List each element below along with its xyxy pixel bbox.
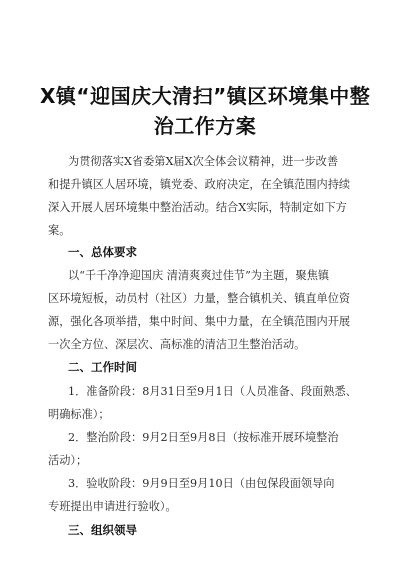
section-3-heading: 三、组织领导 (68, 523, 137, 537)
section-1-line-1: 以“千千净净迎国庆 清清爽爽过佳节”为主题，聚焦镇 (68, 269, 330, 282)
section-2-line-5: 3．验收阶段：9月9日至9月10日（由包保段面领导向 (68, 477, 335, 490)
section-1-line-2: 区环境短板，动员村（社区）力量，整合镇机关、镇直单位资 (48, 292, 351, 305)
intro-line-4: 案。 (48, 224, 71, 237)
intro-line-1: 为贯彻落实X省委第X届X次全体会议精神，进一步改善 (68, 155, 339, 168)
section-2-line-6: 专班提出申请进行验收）。 (48, 500, 177, 513)
document-title-line-2: 治工作方案 (153, 114, 257, 138)
section-2-line-3: 2．整治阶段：9月2日至9月8日（按标准开展环境整治 (68, 431, 339, 444)
intro-line-2: 和提升镇区人居环境，镇党委、政府决定，在全镇范围内持续 (48, 178, 351, 191)
section-2-line-4: 活动）； (48, 454, 88, 467)
section-1-heading: 一、总体要求 (68, 245, 137, 259)
section-1-line-4: 一次全方位、深层次、高标准的清洁卫生整治活动。 (48, 338, 306, 351)
intro-line-3: 深入开展人居环境集中整治活动。结合X实际，特制定如下方 (48, 201, 347, 214)
section-2-heading: 二、工作时间 (68, 360, 137, 374)
document-title-line-1: X镇“迎国庆大清扫”镇区环境集中整 (40, 84, 371, 108)
section-2-line-1: 1．准备阶段：8月31日至9月1日（人员准备、段面熟悉、 (68, 385, 357, 398)
section-2-line-2: 明确标准）； (48, 408, 110, 421)
section-1-line-3: 源，强化各项举措，集中时间、集中力量，在全镇范围内开展 (48, 315, 351, 328)
